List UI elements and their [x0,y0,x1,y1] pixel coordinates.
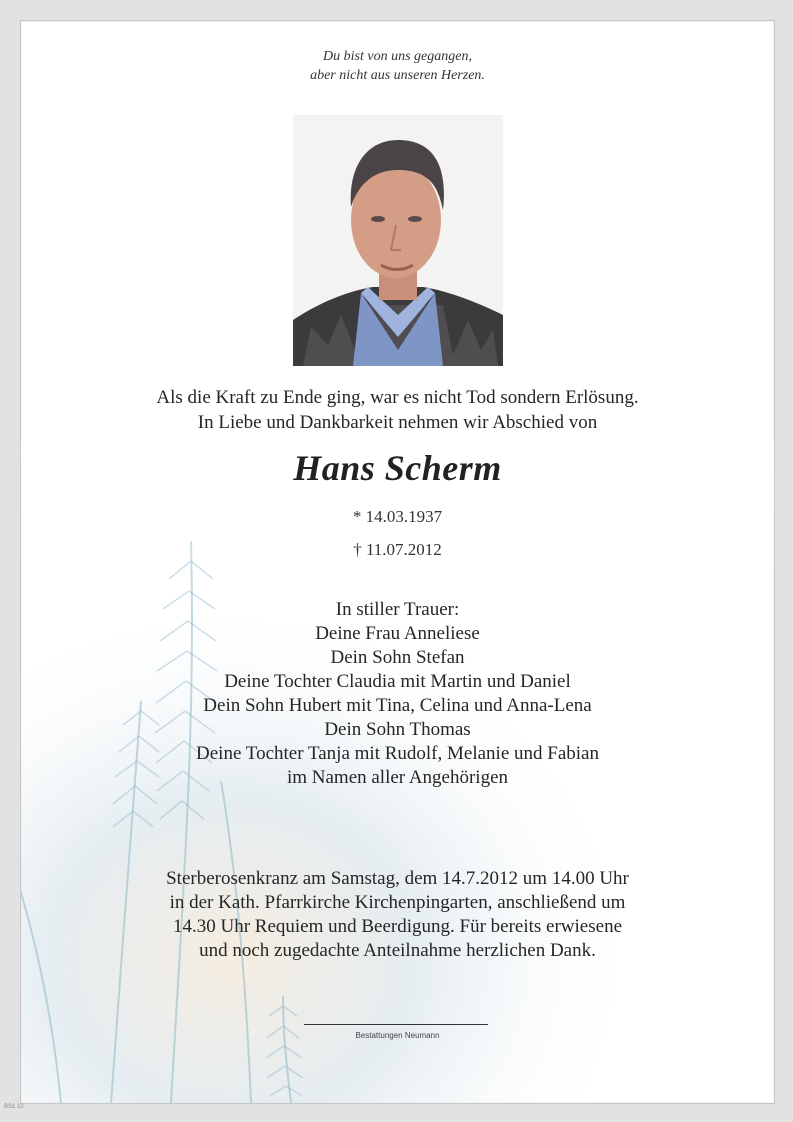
motto-line-1: Du bist von uns gegangen, [323,49,472,64]
mourner-line: Deine Tochter Tanja mit Rudolf, Melanie und Fabian [196,743,599,764]
mourner-line: Deine Frau Anneliese [315,623,480,644]
service-line: 14.30 Uhr Requiem und Beerdigung. Für bereits erwiesene [172,916,623,937]
mourner-line: Deine Tochter Claudia mit Martin und Daniel [224,671,571,692]
mourner-line: Dein Sohn Hubert mit Tina, Celina und Anna-Lena [203,695,592,716]
mourners-list [21,598,774,790]
obituary-card [20,20,775,1104]
death-date: † 11.07.2012 [353,540,442,559]
service-line: in der Kath. Pfarrkirche Kirchenpingarten, anschließend um [169,892,626,913]
mourner-line: Dein Sohn Thomas [324,719,471,740]
service-line: und noch zugedachte Anteilnahme herzlichen Dank. [199,940,596,961]
birth-date: * 14.03.1937 [352,507,443,526]
mourner-line: Dein Sohn Stefan [330,647,465,668]
motto-line-2: aber nicht aus unseren Herzen. [310,68,485,83]
service-line: Sterberosenkranz am Samstag, dem 14.7.2012 um 14.00 Uhr [166,868,629,889]
motto-text [21,47,774,85]
intro-line-1: Als die Kraft zu Ende ging, war es nicht Tod sondern Erlösung. [156,387,639,408]
service-details [21,867,774,963]
intro-text [21,385,774,435]
undertaker-name: Bestattungen Neumann [355,1031,440,1040]
deceased-name: Hans Scherm [293,448,502,488]
mourners-heading: In stiller Trauer: [335,599,460,620]
portrait-photo [293,115,503,366]
mourner-line: im Namen aller Angehörigen [286,767,509,788]
print-code: BS1 10 [4,1104,24,1110]
footer-divider [304,1024,488,1025]
intro-line-2: In Liebe und Dankbarkeit nehmen wir Abschied von [197,412,598,433]
